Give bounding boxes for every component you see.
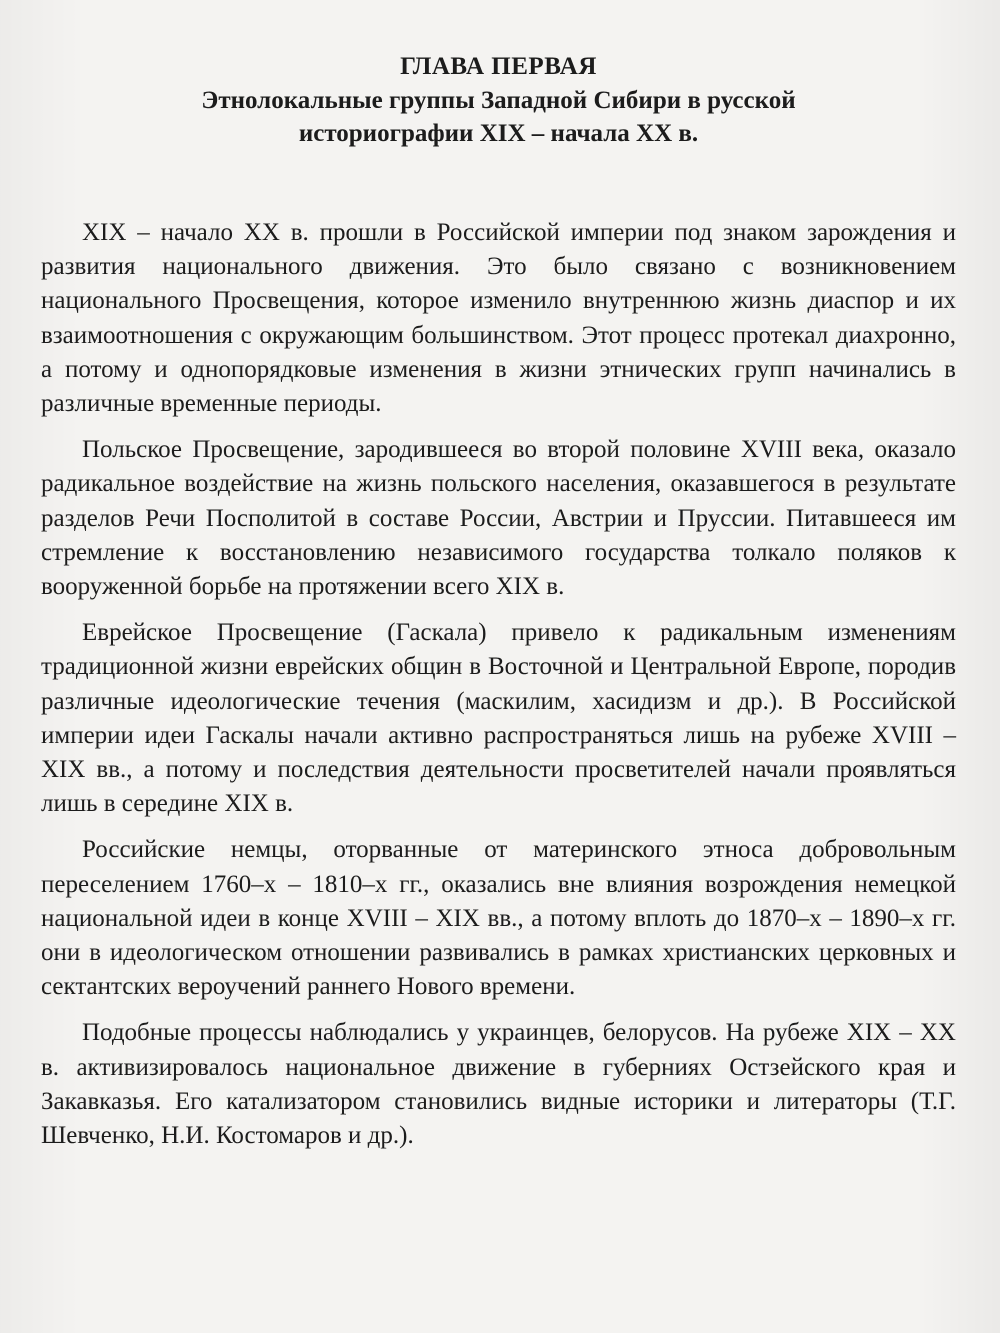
paragraph-3: Еврейское Просвещение (Гаскала) привело к радикальным изменениям традиционной жизни еврейских общин в Восточной и Центральной Европе, породив различные идеологические течения (маскилим, хасидизм и др.). В Российской империи идеи Гаскалы начали активно распространяться лишь на рубеже XVIII – XIX вв., а потому и последствия деятельности просветителей начали проявляться лишь в середине XIX в. bbox=[41, 619, 956, 818]
chapter-title bbox=[41, 84, 956, 150]
paragraph-5: Подобные процессы наблюдались у украинцев, белорусов. На рубеже XIX – XX в. активизировалось национальное движение в губерниях Остзейского края и Закавказья. Его катализатором становились видные историки и литераторы (Т.Г. Шевченко, Н.И. Костомаров и др.). bbox=[41, 1019, 956, 1150]
chapter-label: ГЛАВА ПЕРВАЯ bbox=[400, 53, 597, 80]
paragraph-4: Российские немцы, оторванные от материнского этноса добровольным переселением 1760–х – 1810–х гг., оказались вне влияния возрождения немецкой национальной идеи в конце XVIII – XIX вв., а потому вплоть до 1870–х – 1890–х гг. они в идеологическом отношении развивались в рамках христианских церковных и сектантских вероучений раннего Нового времени. bbox=[41, 836, 956, 1001]
paragraph-2: Польское Просвещение, зародившееся во второй половине XVIII века, оказало радикальное воздействие на жизнь польского населения, оказавшегося в результате разделов Речи Посполитой в составе России, Австрии и Пруссии. Питавшееся им стремление к восстановлению независимого государства толкало поляков к вооруженной борьбе на протяжении всего XIX в. bbox=[41, 436, 956, 601]
body-text bbox=[41, 216, 956, 1153]
paragraph-1: XIX – начало XX в. прошли в Российской империи под знаком зарождения и развития национального движения. Это было связано с возникновением национального Просвещения, которое изменило внутреннюю жизнь диаспор и их взаимоотношения с окружающим большинством. Этот процесс протекал диахронно, а потому и однопорядковые изменения в жизни этнических групп начинались в различные временные периоды. bbox=[41, 219, 956, 418]
chapter-title-line-2: историографии XIX – начала XX в. bbox=[298, 120, 699, 147]
chapter-title-line-1: Этнолокальные группы Западной Сибири в русской bbox=[201, 87, 796, 114]
